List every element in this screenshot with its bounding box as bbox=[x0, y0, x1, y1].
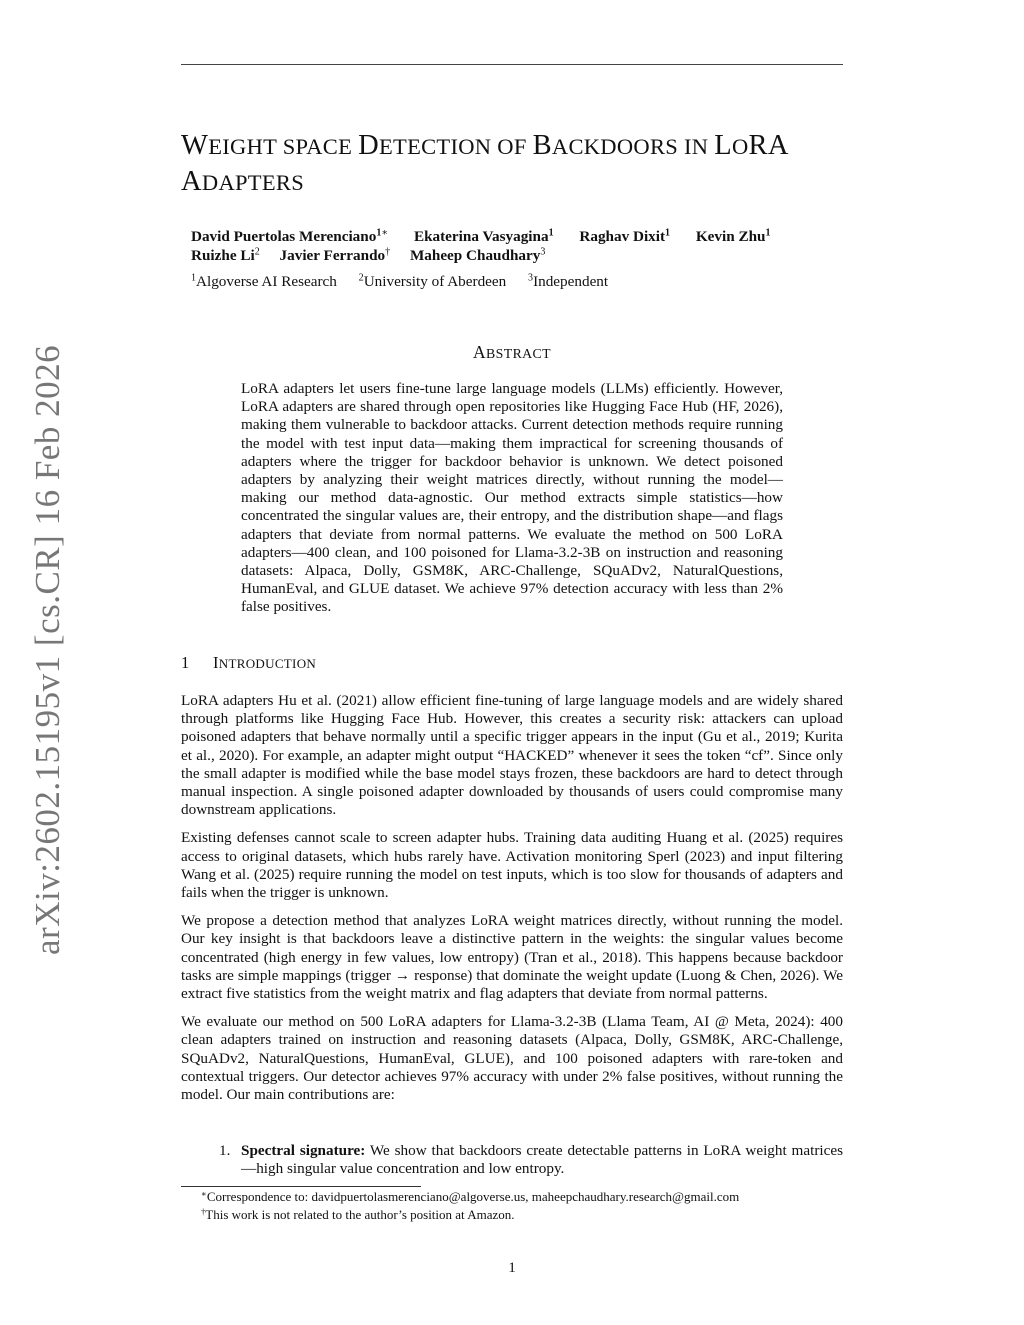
paragraph: LoRA adapters Hu et al. (2021) allow efficient fine-tuning of large language models and are widely shared through platforms like Hugging Face Hub. However, this creates a security risk: attackers can upload poisoned adapters that behave normally until a specific trigger appears in the input (Gu et al., 2019; Kurita et al., 2020). For example, an adapter might output “HACKED” whenever it sees the token “cf”. Since only the small adapter is modified while the base model stays frozen, these backdoors are hard to detect through manual inspection. A single poisoned adapter downloaded by thousands of users could compromise many downstream applications. bbox=[181, 692, 843, 819]
paper-title: WEIGHT SPACE DETECTION OF BACKDOORS IN LORA ADAPTERS bbox=[181, 130, 789, 197]
paragraph: We evaluate our method on 500 LoRA adapters for Llama-3.2-3B (Llama Team, AI @ Meta, 2024): 400 clean adapters trained on instruction and reasoning datasets (Alpaca, Dolly, GSM8K, ARC-Challenge, SQuADv2, NaturalQuestions, HumanEval, GLUE), and 100 poisoned adapters with rare-token and contextual triggers. Our detector achieves 97% accuracy with under 2% false positives, without running the model. Our main contributions are: bbox=[181, 1013, 843, 1104]
contribution-item: 1. Spectral signature: We show that backdoors create detectable patterns in LoRA weight matrices—high singular value concentration and low entropy. bbox=[219, 1142, 843, 1178]
introduction-body bbox=[181, 692, 843, 1114]
arxiv-identifier: arXiv:2602.15195v1 [cs.CR] 16 Feb 2026 bbox=[28, 344, 67, 955]
author: David Puertolas Merenciano$^{1∗}$ bbox=[191, 227, 389, 245]
author-list bbox=[191, 227, 841, 265]
author: Ekaterina Vasyagina$^1$ bbox=[413, 227, 554, 245]
footnote-rule bbox=[181, 1186, 421, 1187]
affiliation: $^1$Algoverse AI Research bbox=[191, 272, 337, 290]
abstract-text: LoRA adapters let users fine-tune large language models (LLMs) efficiently. However, LoRA adapters are shared through open repositories like Hugging Face Hub (HF, 2026), making them vulnerable to backdoor attacks. Current detection methods require running the model with test input data—making them impractical for screening thousands of adapters where the trigger for backdoor behavior is unknown. We detect poisoned adapters by analyzing their weight matrices directly, without running the model—making our method data-agnostic. Our method extracts simple statistics—how concentrated the singular values are, their entropy, and the distribution shape—and flags adapters that deviate from normal patterns. We evaluate the method on 500 LoRA adapters—400 clean, and 100 poisoned for Llama-3.2-3B on instruction and reasoning datasets: Alpaca, Dolly, GSM8K, ARC-Challenge, SQuADv2, NaturalQuestions, HumanEval, and GLUE dataset. We achieve 97% detection accuracy with less than 2% false positives. bbox=[241, 380, 783, 616]
author: Ruizhe Li$^2$ bbox=[191, 246, 260, 264]
affiliations bbox=[191, 273, 626, 291]
affiliation: $^2$University of Aberdeen bbox=[358, 272, 507, 290]
abstract-heading: ABSTRACT bbox=[472, 342, 552, 362]
footnote: †This work is not related to the author’s position at Amazon. bbox=[201, 1206, 515, 1222]
footnote: ∗Correspondence to: davidpuertolasmerenciano@algoverse.us, maheepchaudhary.research@gmail.com bbox=[201, 1188, 740, 1204]
author: Javier Ferrando† bbox=[279, 246, 391, 264]
section-heading-introduction: 1 INTRODUCTION bbox=[181, 653, 317, 672]
paragraph: We propose a detection method that analyzes LoRA weight matrices directly, without running the model. Our key insight is that backdoors leave a distinctive pattern in the weights: the singular values become concentrated (high energy in few values, low entropy) (Tran et al., 2018). This happens because backdoor tasks are simple mappings (trigger → response) that dominate the weight update (Luong & Chen, 2026). We extract five statistics from the weight matrix and flag adapters that deviate from normal patterns. bbox=[181, 912, 843, 1003]
affiliation: $^3$Independent bbox=[528, 272, 609, 290]
author: Kevin Zhu$^1$ bbox=[695, 227, 771, 245]
page-number: 1 bbox=[508, 1259, 516, 1276]
paragraph: Existing defenses cannot scale to screen adapter hubs. Training data auditing Huang et al. (2025) requires access to original datasets, which hubs rarely have. Activation monitoring Sperl (2023) and input filtering Wang et al. (2025) require running the model on test inputs, which is too slow for thousands of adapters and fails when the trigger is unknown. bbox=[181, 829, 843, 902]
header-rule bbox=[181, 64, 843, 65]
author: Maheep Chaudhary$^3$ bbox=[409, 246, 546, 264]
author: Raghav Dixit$^1$ bbox=[579, 227, 671, 245]
